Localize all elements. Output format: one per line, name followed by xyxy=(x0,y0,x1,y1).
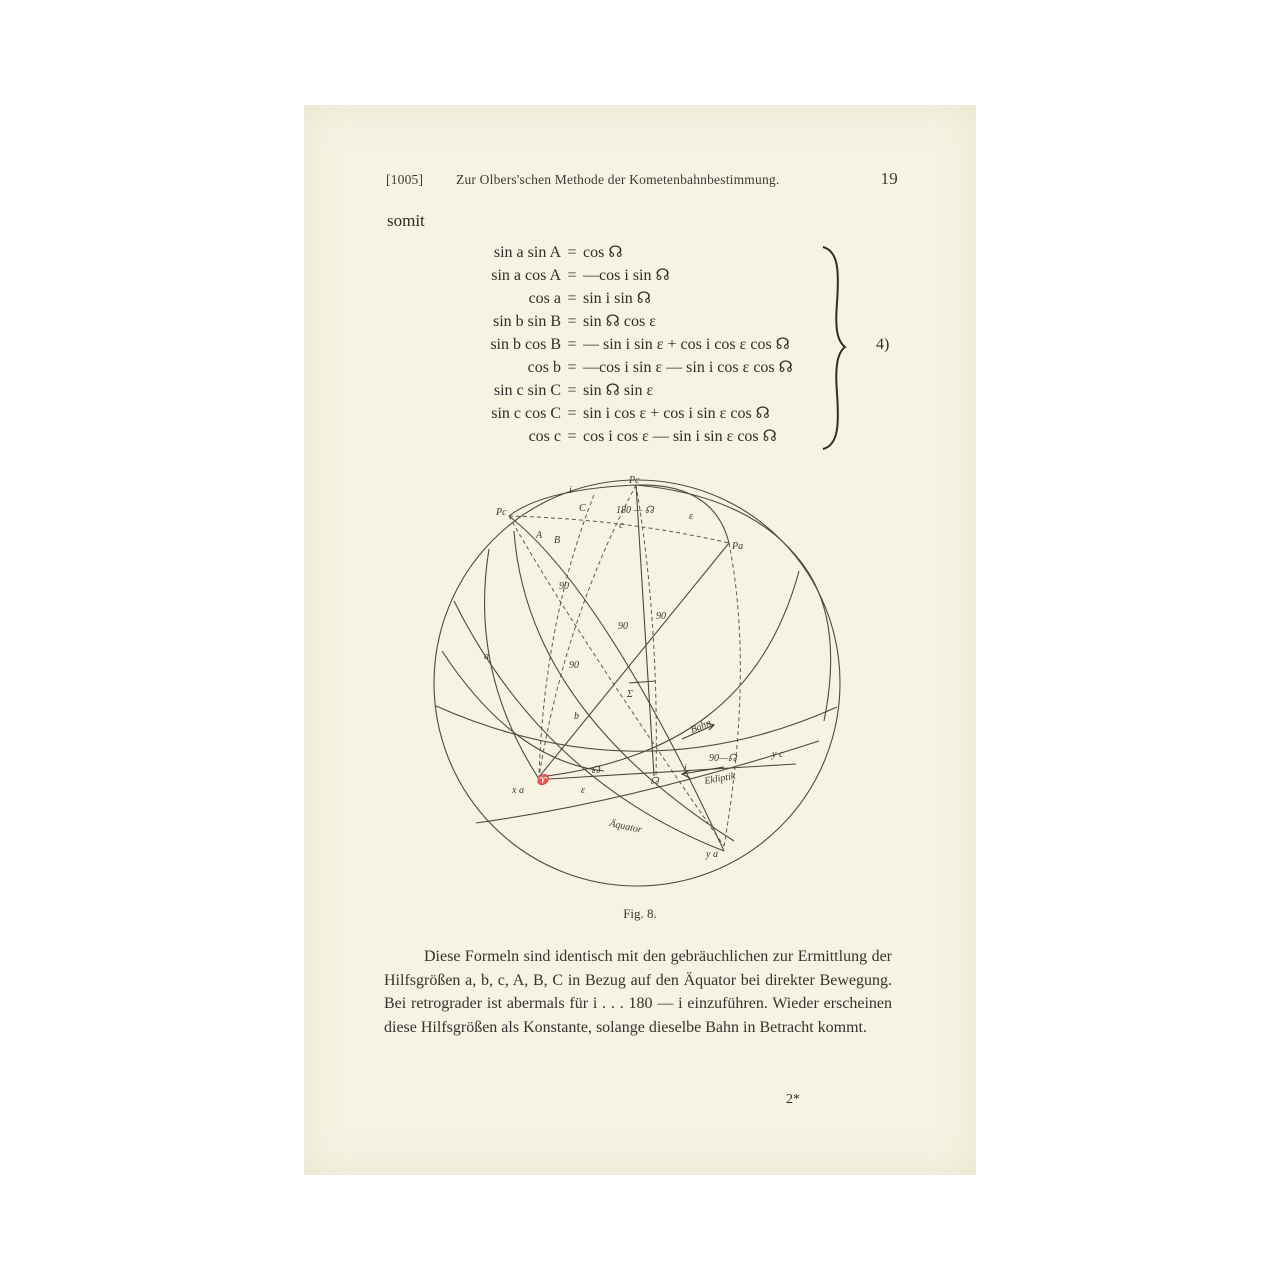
equation-rhs: —cos i sin ☊ xyxy=(583,267,670,284)
equation-lhs: cos b xyxy=(527,359,561,376)
equation-line: cos b = —cos i sin ε — sin i cos ε cos ☊ xyxy=(441,357,793,379)
fig-label-bahn: Bahn xyxy=(689,717,713,736)
equation-lhs: sin a cos A xyxy=(491,267,561,284)
fig-label-eps-top: ε xyxy=(689,511,693,522)
equation-lhs: sin b sin B xyxy=(492,313,561,330)
equation-lhs: sin b cos B xyxy=(490,336,561,353)
fig-label-pc-left: Pc xyxy=(496,507,507,518)
fig-label-pa: Pa xyxy=(732,541,744,552)
equation-line: sin b sin B = sin ☊ cos ε xyxy=(441,311,656,333)
fig-label-node: ☊ xyxy=(591,765,600,776)
equation-brace xyxy=(809,243,849,453)
equation-line: sin a sin A = cos ☊ xyxy=(441,242,623,264)
equation-lhs: cos c xyxy=(528,428,561,445)
equation-lhs: sin a sin A xyxy=(493,244,561,261)
equation-number: 4) xyxy=(876,336,890,353)
equation-rhs: sin ☊ cos ε xyxy=(583,313,656,330)
fig-label-180-node: 180 — ☊ xyxy=(616,505,654,516)
celestial-sphere-figure xyxy=(424,471,854,891)
fig-label-yc: y c xyxy=(772,749,784,760)
fig-label-node: ☊ xyxy=(650,776,659,787)
fig-label-90-node: 90—☊ xyxy=(709,753,737,764)
intro-word: somit xyxy=(387,211,425,230)
equation-lhs: cos a xyxy=(528,290,561,307)
equation-rhs: sin i sin ☊ xyxy=(583,290,651,307)
equation-rhs: cos i cos ε — sin i sin ε cos ☊ xyxy=(583,428,777,445)
equation-line: sin b cos B = — sin i sin ε + cos i cos ε cos ☊ xyxy=(441,334,790,356)
fig-label-sigma: Σ xyxy=(627,689,633,700)
fig-label-c: c xyxy=(619,520,624,531)
equation-line: cos c = cos i cos ε — sin i sin ε cos ☊ xyxy=(441,426,777,448)
fig-label-eps-bottom: ε xyxy=(581,785,585,796)
equation-line: sin c sin C = sin ☊ sin ε xyxy=(441,380,653,402)
fig-label-i-top: i xyxy=(569,485,572,496)
fig-label-C: C xyxy=(579,503,586,514)
equation-rhs: sin ☊ sin ε xyxy=(583,382,654,399)
fig-label-xa: x a xyxy=(512,785,524,796)
book-page xyxy=(304,105,976,1175)
fig-label-b: b xyxy=(574,711,579,722)
fig-label-i-bottom: i xyxy=(684,763,687,774)
signature-mark: 2* xyxy=(786,1092,800,1107)
fig-label-aequator: Äquator xyxy=(608,818,643,836)
page-number: 19 xyxy=(880,169,898,188)
fig-label-ekliptik: Ekliptik xyxy=(703,770,737,787)
section-ref: [1005] xyxy=(386,172,424,187)
equation-line: sin a cos A = —cos i sin ☊ xyxy=(441,265,670,287)
paragraph-text: Diese Formeln sind identisch mit den gebräuchlichen zur Ermittlung der Hilfsgrößen a, b, c, A, B, C in Bezug auf den Äquator bei direkter Bewegung. Bei retrograder ist abermals für i . . . 180 — i einzuführen. Wieder erscheinen diese Hilfsgrößen als Konstante, solange dieselbe Bahn in Betracht kommt. xyxy=(384,948,892,1036)
fig-label-ya: y a xyxy=(706,849,718,860)
equation-line: sin c cos C = sin i cos ε + cos i sin ε cos ☊ xyxy=(441,403,770,425)
fig-label-90: 90 xyxy=(656,611,666,622)
fig-label-pc-top: Pc xyxy=(629,475,640,486)
fig-label-a: a xyxy=(484,651,489,662)
equation-rhs: — sin i sin ε + cos i cos ε cos ☊ xyxy=(583,336,790,353)
fig-label-90: 90 xyxy=(618,621,628,632)
equation-rhs: sin i cos ε + cos i sin ε cos ☊ xyxy=(583,405,770,422)
equation-rhs: cos ☊ xyxy=(583,244,623,261)
running-title: Zur Olbers'schen Methode der Kometenbahnbestimmung. xyxy=(456,172,780,187)
figure-caption: Fig. 8. xyxy=(623,906,657,921)
fig-label-90: 90 xyxy=(569,660,579,671)
fig-label-90: 90 xyxy=(559,581,569,592)
equation-line: cos a = sin i sin ☊ xyxy=(441,288,651,310)
body-paragraph xyxy=(384,945,892,1039)
equation-lhs: sin c cos C xyxy=(491,405,561,422)
fig-label-A: A xyxy=(536,530,543,541)
fig-label-aries: ♈ xyxy=(536,775,549,786)
fig-label-B: B xyxy=(554,535,561,546)
equation-lhs: sin c sin C xyxy=(493,382,561,399)
equation-rhs: —cos i sin ε — sin i cos ε cos ☊ xyxy=(583,359,793,376)
